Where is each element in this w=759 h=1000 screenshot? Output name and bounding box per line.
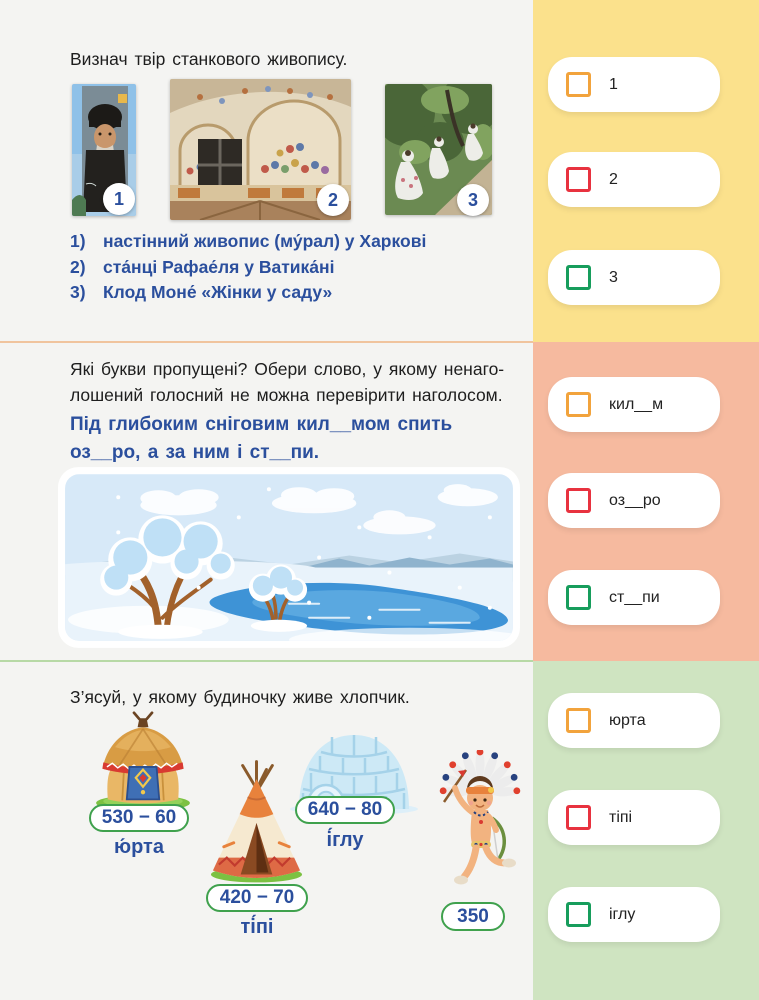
- boy-illustration: [430, 750, 522, 900]
- answer-panel-art: [533, 0, 759, 342]
- task-title-art: Визнач твір станкового живопису.: [70, 49, 348, 69]
- list-number: 1): [70, 231, 86, 251]
- answer-panel-houses: [533, 661, 759, 1000]
- answer-label: юрта: [609, 711, 646, 729]
- answer-card-stepy[interactable]: [548, 570, 720, 625]
- yurt-expression-badge: 530 − 60: [89, 804, 189, 832]
- artwork-list-item: [70, 229, 426, 255]
- answer-label: ст__пи: [609, 588, 660, 606]
- boy-result-badge: 350: [441, 902, 505, 931]
- yurt-label: ю́рта: [114, 836, 164, 858]
- igloo-expression-badge: 640 − 80: [295, 796, 395, 824]
- winter-landscape-illustration: [58, 467, 520, 648]
- answer-label: 3: [609, 268, 618, 286]
- answer-card-kylym[interactable]: [548, 377, 720, 432]
- answer-card-yurta[interactable]: [548, 693, 720, 748]
- image-number-badge: 2: [317, 184, 349, 216]
- list-number: 3): [70, 282, 86, 302]
- answer-panel-letters: [533, 342, 759, 661]
- answer-checkbox[interactable]: [566, 72, 591, 97]
- section-divider: [0, 341, 533, 343]
- answer-label: 1: [609, 75, 618, 93]
- igloo-label: і́глу: [326, 829, 364, 851]
- image-number-badge: 1: [103, 183, 135, 215]
- list-text: ста́нці Рафае́ля у Ватика́ні: [103, 256, 335, 277]
- section-divider: [0, 660, 533, 662]
- answer-label: оз__ро: [609, 491, 661, 509]
- artwork-list-item: [70, 255, 426, 281]
- answer-checkbox[interactable]: [566, 902, 591, 927]
- list-text: настінний живопис (му́рал) у Харкові: [103, 231, 427, 251]
- answer-label: іглу: [609, 905, 636, 923]
- exercise-sentence-line1: Під глибоким сніговим кил__мом спить: [70, 414, 453, 435]
- answer-checkbox[interactable]: [566, 167, 591, 192]
- answer-checkbox[interactable]: [566, 585, 591, 610]
- answer-checkbox[interactable]: [566, 805, 591, 830]
- answer-card-tipi[interactable]: [548, 790, 720, 845]
- answer-card-1[interactable]: [548, 57, 720, 112]
- answer-label: 2: [609, 170, 618, 188]
- answer-card-2[interactable]: [548, 152, 720, 207]
- task-title-letters-line1: Які букви пропущені? Обери слово, у якому ненаго-: [70, 359, 505, 379]
- teepee-label: ті́пі: [240, 916, 274, 938]
- task-title-houses: З’ясуй, у якому будиночку живе хлопчик.: [70, 687, 410, 707]
- list-text: Клод Моне́ «Жінки у саду»: [103, 282, 333, 302]
- list-number: 2): [70, 256, 86, 277]
- answer-card-iglu[interactable]: [548, 887, 720, 942]
- answer-checkbox[interactable]: [566, 708, 591, 733]
- answer-checkbox[interactable]: [566, 265, 591, 290]
- answer-label: кил__м: [609, 395, 664, 413]
- answer-label: тіпі: [609, 808, 633, 826]
- teepee-expression-badge: 420 − 70: [206, 884, 308, 912]
- answer-card-ozero[interactable]: [548, 473, 720, 528]
- artwork-list-item: [70, 280, 426, 306]
- answer-checkbox[interactable]: [566, 392, 591, 417]
- artwork-list: [70, 229, 426, 306]
- task-title-letters-line2: лошений голосний не можна перевірити наголосом.: [70, 385, 503, 405]
- answer-card-3[interactable]: [548, 250, 720, 305]
- image-number-badge: 3: [457, 184, 489, 216]
- yurt-illustration: [88, 711, 198, 812]
- answer-checkbox[interactable]: [566, 488, 591, 513]
- exercise-sentence-line2: оз__ро, а за ним і ст__пи.: [70, 442, 320, 463]
